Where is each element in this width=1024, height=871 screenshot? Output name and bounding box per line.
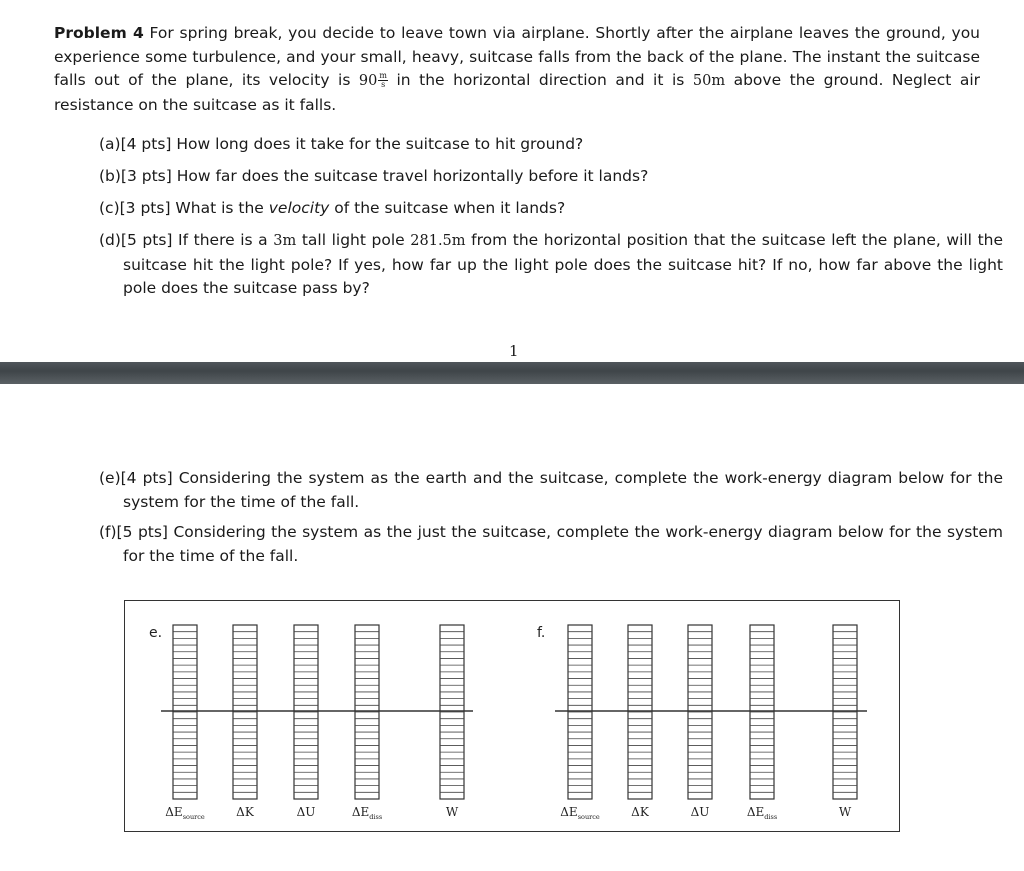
bar-label: $\Delta E_{diss}$ xyxy=(351,805,383,821)
height-value: 50m xyxy=(692,73,726,89)
part-d-text-3: from the horizontal position that the suitcase left the plane, will the suitcase hit the light pole? If yes, how far up the light pole does the suitcase hit? If no, how far above the light pole does the suitcase pass by? xyxy=(123,231,1004,297)
diagram-label: e. xyxy=(149,625,163,641)
work-energy-diagrams xyxy=(125,601,899,831)
part-d-text-1: (d)[5 pts] If there is a xyxy=(99,231,274,249)
part-c-text-1: (c)[3 pts] What is the xyxy=(99,199,269,217)
bar-label: $\Delta E_{diss}$ xyxy=(746,805,778,821)
part-b: (b)[3 pts] How far does the suitcase travel horizontally before it lands? xyxy=(99,167,649,185)
part-e: (e)[4 pts] Considering the system as the earth and the suitcase, complete the work-energy diagram below for the system for the time of the fall. xyxy=(99,469,1003,511)
velocity-value: 90 xyxy=(358,73,378,89)
pole-distance: 281.5m xyxy=(410,233,466,249)
bar-label: W xyxy=(445,805,459,819)
problem-label: Problem 4 xyxy=(54,24,144,42)
part-a: (a)[4 pts] How long does it take for the suitcase to hit ground? xyxy=(99,135,584,153)
intro-text-3: above the ground. Neglect air resistance on the suitcase as it falls. xyxy=(54,71,981,114)
page-1 xyxy=(0,0,1024,362)
bar-label: $\Delta E_{source}$ xyxy=(560,805,600,821)
intro-text-2: in the horizontal direction and it is xyxy=(387,71,693,89)
bar-label: W xyxy=(838,805,852,819)
velocity-unit xyxy=(378,72,388,89)
work-energy-diagram-frame xyxy=(124,600,900,832)
bar-label: ΔU xyxy=(296,805,316,819)
unit-numerator: m xyxy=(379,71,387,80)
part-c-emphasis: velocity xyxy=(268,199,330,217)
part-d xyxy=(99,229,1003,301)
problem-statement xyxy=(54,22,980,117)
part-c xyxy=(99,197,1003,221)
intro-text-1: For spring break, you decide to leave town via airplane. Shortly after the airplane leaves the ground, you experience some turbulence, and your small, heavy, suitcase falls from the back of the plane. The instant the suitcase falls out of the plane, its velocity is xyxy=(54,24,981,89)
bar-label: $\Delta E_{source}$ xyxy=(165,805,205,821)
unit-denominator: s xyxy=(381,80,386,89)
page-divider xyxy=(0,362,1024,384)
bar-label: ΔK xyxy=(236,805,254,819)
page-number: 1 xyxy=(509,342,519,360)
bar-label: ΔU xyxy=(690,805,710,819)
diagram-label: f. xyxy=(537,625,546,641)
part-f: (f)[5 pts] Considering the system as the just the suitcase, complete the work-energy diagram below for the system for the time of the fall. xyxy=(99,523,1003,565)
bar-label: ΔK xyxy=(631,805,649,819)
part-d-text-2: tall light pole xyxy=(296,231,411,249)
part-c-text-2: of the suitcase when it lands? xyxy=(329,199,566,217)
pole-height: 3m xyxy=(273,233,297,249)
